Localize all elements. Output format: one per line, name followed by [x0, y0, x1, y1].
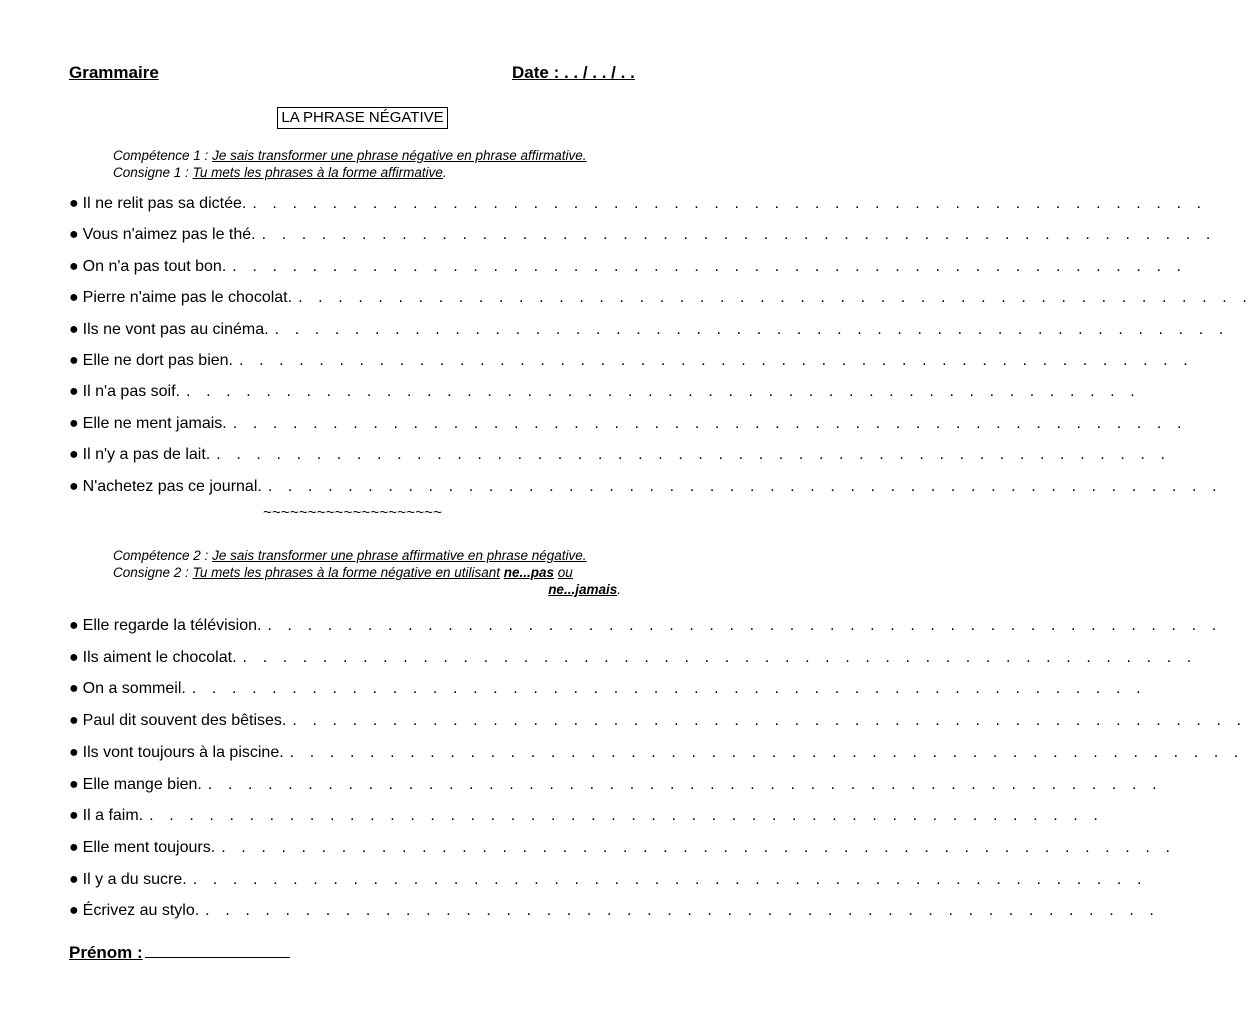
exercise-sentence: Il a faim. [82, 807, 144, 825]
exercise-line [69, 836, 1176, 860]
exercise-line [69, 443, 1171, 467]
bullet-icon: ● [69, 477, 79, 495]
exercise-line [69, 192, 1207, 216]
exercise-sentence: N'achetez pas ce journal. [82, 477, 262, 495]
answer-dot-leader[interactable]: . . . . . . . . . . . . . . . . . . . . . . . . . . . . . . . . . . . . . . . . . . . . . . . . [261, 226, 1216, 244]
bullet-icon: ● [69, 383, 79, 401]
exercise-line [69, 804, 1104, 828]
competence-2-text: Je sais transformer une phrase affirmative en phrase négative. [212, 548, 587, 563]
exercise-line [69, 412, 1188, 436]
bullet-icon: ● [69, 289, 79, 307]
exercise-sentence: Elle regarde la télévision. [82, 617, 262, 634]
bullet-icon: ● [69, 446, 79, 464]
exercise-sentence: Il n'a pas soif. [82, 383, 180, 401]
exercise-sentence: Elle ne ment jamais. [82, 414, 227, 432]
answer-dot-leader[interactable]: . . . . . . . . . . . . . . . . . . . . . . . . . . . . . . . . . . . . . . . . . . . . . . . . [267, 617, 1222, 634]
exercise-line [69, 223, 1216, 247]
bullet-icon: ● [69, 775, 79, 793]
consigne-1-end: . [442, 165, 447, 180]
exercise-line [69, 475, 1223, 499]
consigne-1 [113, 164, 447, 181]
consigne-1-prefix: Consigne 1 : [113, 165, 189, 180]
exercise-sentence: Elle ne dort pas bien. [82, 352, 233, 369]
bullet-icon: ● [69, 902, 79, 920]
consigne-2-continued [548, 581, 621, 598]
exercise-sentence: Vous n'aimez pas le thé. [82, 226, 256, 244]
competence-2 [113, 547, 587, 564]
exercise-sentence: Il ne relit pas sa dictée. [82, 195, 247, 212]
exercise-sentence: Il y a du sucre. [82, 870, 187, 888]
bullet-icon: ● [69, 195, 79, 212]
exercise-line [69, 349, 1194, 373]
consigne-1-text: Tu mets les phrases à la forme affirmative [192, 165, 443, 180]
prenom-label: Prénom : [69, 943, 143, 962]
answer-dot-leader[interactable]: . . . . . . . . . . . . . . . . . . . . . . . . . . . . . . . . . . . . . . . . . . . . . . . . [221, 838, 1176, 856]
exercise-line [69, 773, 1163, 797]
exercise-line [69, 899, 1160, 923]
answer-dot-leader[interactable]: . . . . . . . . . . . . . . . . . . . . . . . . . . . . . . . . . . . . . . . . . . . . . . . . [292, 712, 1247, 730]
exercise-sentence: On n'a pas tout bon. [82, 257, 227, 275]
consigne-2-text: Tu mets les phrases à la forme négative en utilisant [192, 565, 500, 580]
exercise-line [69, 255, 1187, 279]
answer-dot-leader[interactable]: . . . . . . . . . . . . . . . . . . . . . . . . . . . . . . . . . . . . . . . . . . . . . . . . [274, 320, 1229, 338]
bullet-icon: ● [69, 352, 79, 369]
answer-dot-leader[interactable]: . . . . . . . . . . . . . . . . . . . . . . . . . . . . . . . . . . . . . . . . . . . . . . . . [205, 902, 1160, 920]
consigne-2-prefix: Consigne 2 : [113, 565, 189, 580]
bullet-icon: ● [69, 712, 79, 730]
answer-dot-leader[interactable]: . . . . . . . . . . . . . . . . . . . . . . . . . . . . . . . . . . . . . . . . . . . . . . . . [267, 477, 1223, 495]
bullet-icon: ● [69, 320, 79, 338]
exercise-line [69, 614, 1222, 638]
exercise-sentence: Il n'y a pas de lait. [82, 446, 211, 464]
consigne-2-ne-pas: ne...pas [503, 565, 555, 580]
answer-dot-leader[interactable]: . . . . . . . . . . . . . . . . . . . . . . . . . . . . . . . . . . . . . . . . . . . . . . . . [232, 257, 1187, 275]
bullet-icon: ● [69, 414, 79, 432]
answer-dot-leader[interactable]: . . . . . . . . . . . . . . . . . . . . . . . . . . . . . . . . . . . . . . . . . . . . . . . . [149, 807, 1104, 825]
competence-1-text: Je sais transformer une phrase négative en phrase affirmative. [212, 148, 587, 163]
consigne-2-end: . [617, 582, 621, 597]
exercise-line [69, 286, 1252, 310]
exercise-sentence: Elle mange bien. [82, 775, 202, 793]
exercise-sentence: Ils aiment le chocolat. [82, 648, 237, 666]
consigne-2-ne-jamais: ne...jamais [548, 582, 618, 597]
exercise-line [69, 380, 1141, 404]
answer-dot-leader[interactable]: . . . . . . . . . . . . . . . . . . . . . . . . . . . . . . . . . . . . . . . . . . . . . . . . [192, 870, 1148, 888]
competence-1 [113, 147, 587, 164]
bullet-icon: ● [69, 680, 79, 698]
bullet-icon: ● [69, 838, 79, 856]
answer-dot-leader[interactable]: . . . . . . . . . . . . . . . . . . . . . . . . . . . . . . . . . . . . . . . . . . . . . . . . [191, 680, 1147, 698]
answer-dot-leader[interactable]: . . . . . . . . . . . . . . . . . . . . . . . . . . . . . . . . . . . . . . . . . . . . . . . . [232, 414, 1188, 432]
competence-1-prefix: Compétence 1 : [113, 148, 209, 163]
exercise-sentence: Paul dit souvent des bêtises. [82, 712, 287, 730]
answer-dot-leader[interactable]: . . . . . . . . . . . . . . . . . . . . . . . . . . . . . . . . . . . . . . . . . . . . . . . . [239, 352, 1194, 369]
exercise-line [69, 677, 1147, 701]
date-field: Date : . . / . . / . . [512, 63, 635, 82]
exercise-line [69, 709, 1247, 733]
bullet-icon: ● [69, 648, 79, 666]
exercise-sentence: Écrivez au stylo. [82, 902, 200, 920]
bullet-icon: ● [69, 226, 79, 244]
exercise-sentence: Pierre n'aime pas le chocolat. [82, 289, 293, 307]
bullet-icon: ● [69, 257, 79, 275]
page-title: LA PHRASE NÉGATIVE [277, 107, 448, 129]
section-separator: ~~~~~~~~~~~~~~~~~~~~ [263, 504, 443, 521]
consigne-2 [113, 564, 573, 581]
exercise-sentence: Elle ment toujours. [82, 838, 216, 856]
answer-dot-leader[interactable]: . . . . . . . . . . . . . . . . . . . . . . . . . . . . . . . . . . . . . . . . . . . . . . . . [289, 743, 1244, 761]
answer-dot-leader[interactable]: . . . . . . . . . . . . . . . . . . . . . . . . . . . . . . . . . . . . . . . . . . . . . . . . [216, 446, 1171, 464]
prenom-blank[interactable] [145, 941, 290, 958]
exercise-line [69, 318, 1229, 342]
answer-dot-leader[interactable]: . . . . . . . . . . . . . . . . . . . . . . . . . . . . . . . . . . . . . . . . . . . . . . . . [207, 775, 1163, 793]
exercise-sentence: Ils ne vont pas au cinéma. [82, 320, 269, 338]
exercise-line [69, 741, 1244, 765]
answer-dot-leader[interactable]: . . . . . . . . . . . . . . . . . . . . . . . . . . . . . . . . . . . . . . . . . . . . . . . . [186, 383, 1141, 401]
bullet-icon: ● [69, 617, 79, 634]
worksheet-subject: Grammaire [69, 63, 159, 82]
consigne-2-or: ou [557, 565, 573, 580]
bullet-icon: ● [69, 870, 79, 888]
exercise-line [69, 868, 1148, 892]
prenom-field [69, 941, 290, 963]
exercise-sentence: On a sommeil. [82, 680, 186, 698]
answer-dot-leader[interactable]: . . . . . . . . . . . . . . . . . . . . . . . . . . . . . . . . . . . . . . . . . . . . . . . . [298, 289, 1252, 307]
exercise-sentence: Ils vont toujours à la piscine. [82, 743, 284, 761]
bullet-icon: ● [69, 807, 79, 825]
exercise-line [69, 646, 1197, 670]
answer-dot-leader[interactable]: . . . . . . . . . . . . . . . . . . . . . . . . . . . . . . . . . . . . . . . . . . . . . . . . [242, 648, 1197, 666]
bullet-icon: ● [69, 743, 79, 761]
answer-dot-leader[interactable]: . . . . . . . . . . . . . . . . . . . . . . . . . . . . . . . . . . . . . . . . . . . . . . . . [252, 195, 1207, 212]
competence-2-prefix: Compétence 2 : [113, 548, 209, 563]
